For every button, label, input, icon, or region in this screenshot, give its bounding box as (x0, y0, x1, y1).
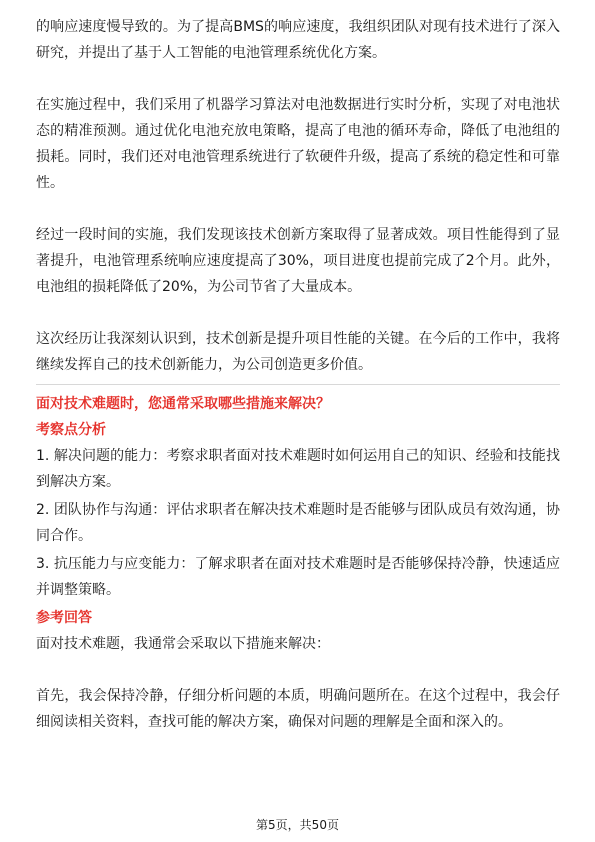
interview-question: 面对技术难题时，您通常采取哪些措施来解决？ (36, 396, 330, 412)
section-divider (36, 384, 560, 385)
answer-intro: 面对技术难题，我通常会采取以下措施来解决： (36, 636, 330, 652)
paragraph: 这次经历让我深刻认识到，技术创新是提升项目性能的关键。在今后的工作中，我将继续发挥自己的技术创新能力，为公司创造更多价值。 (36, 331, 560, 373)
analysis-item: 3. 抗压能力与应变能力：了解求职者在面对技术难题时是否能够保持冷静，快速适应并调整策略。 (36, 556, 560, 598)
paragraph: 的响应速度慢导致的。为了提高BMS的响应速度，我组织团队对现有技术进行了深入研究，并提出了基于人工智能的电池管理系统优化方案。 (36, 19, 560, 61)
answer-paragraph: 首先，我会保持冷静，仔细分析问题的本质，明确问题所在。在这个过程中，我会仔细阅读相关资料，查找可能的解决方案，确保对问题的理解是全面和深入的。 (36, 688, 560, 730)
document-page (36, 14, 560, 735)
paragraph: 在实施过程中，我们采用了机器学习算法对电池数据进行实时分析，实现了对电池状态的精准预测。通过优化电池充放电策略，提高了电池的循环寿命，降低了电池组的损耗。同时，我们还对电池管理系统进行了软硬件升级，提高了系统的稳定性和可靠性。 (36, 97, 560, 191)
analysis-heading: 考察点分析 (36, 422, 106, 438)
analysis-item: 1. 解决问题的能力：考察求职者面对技术难题时如何运用自己的知识、经验和技能找到解决方案。 (36, 448, 560, 490)
page-number: 第5页，共50页 (256, 818, 339, 832)
analysis-item: 2. 团队协作与沟通：评估求职者在解决技术难题时是否能够与团队成员有效沟通，协同合作。 (36, 502, 560, 544)
answer-heading: 参考回答 (36, 610, 92, 626)
paragraph: 经过一段时间的实施，我们发现该技术创新方案取得了显著成效。项目性能得到了显著提升，电池管理系统响应速度提高了30%，项目进度也提前完成了2个月。此外，电池组的损耗降低了20%，为公司节省了大量成本。 (36, 227, 560, 295)
